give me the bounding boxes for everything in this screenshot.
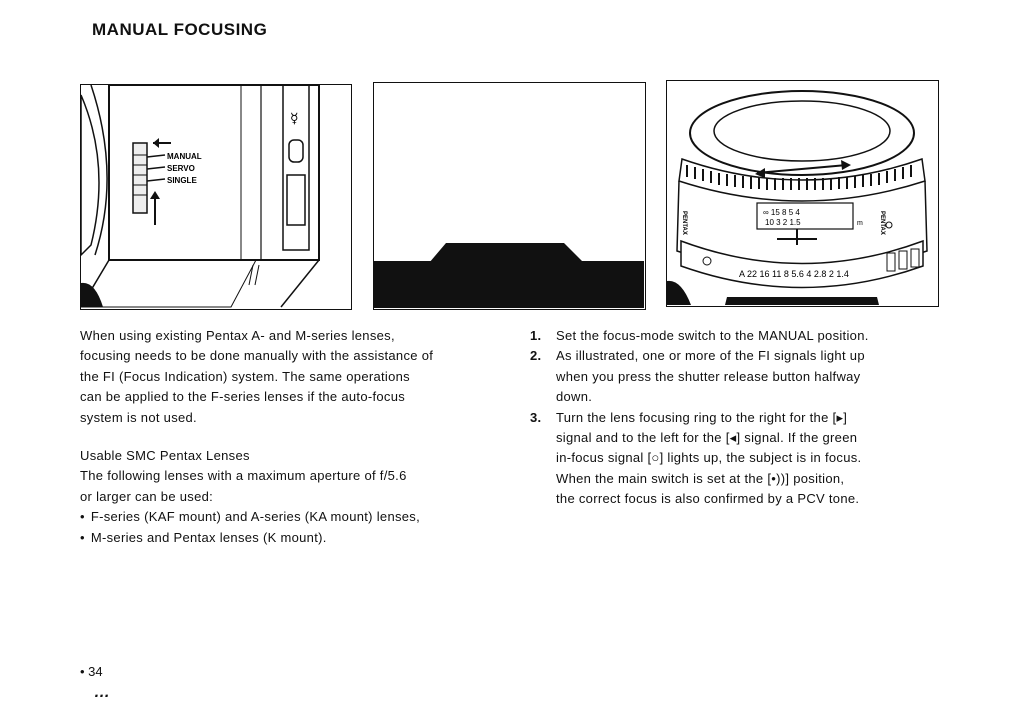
corner-mark: … <box>94 684 110 701</box>
step-line: Turn the lens focusing ring to the right for the [▸] <box>556 409 848 425</box>
svg-text:☿: ☿ <box>290 111 299 127</box>
usable-line: or larger can be used: <box>80 488 214 504</box>
switch-label-manual: MANUAL <box>167 152 202 161</box>
step-2 <box>530 346 950 407</box>
distance-scale-bottom: 10 3 2 1.5 <box>765 218 801 227</box>
intro-line: system is not used. <box>80 409 197 425</box>
lens-bullet: • F-series (KAF mount) and A-series (KA mount) lenses, <box>80 507 510 527</box>
step-1 <box>530 326 950 346</box>
intro-line: When using existing Pentax A- and M-series lenses, <box>80 328 395 343</box>
step-line: signal and to the left for the [◂] signal. If the green <box>556 430 858 446</box>
step-line: As illustrated, one or more of the FI signals light up <box>556 348 865 364</box>
step-line: down. <box>556 389 593 405</box>
brand-label-right: PENTAX <box>879 211 885 235</box>
aperture-scale: A 22 16 11 8 5.6 4 2.8 2 1.4 <box>739 269 849 279</box>
usable-line: The following lenses with a maximum aperture of f/5.6 <box>80 468 407 484</box>
brand-label-left: PENTAX <box>681 211 687 235</box>
step-3 <box>530 408 950 510</box>
step-line: in-focus signal [○] lights up, the subject is in focus. <box>556 450 862 466</box>
intro-line: can be applied to the F-series lenses if the auto-focus <box>80 389 406 405</box>
lens-bullet: • M-series and Pentax lenses (K mount). <box>80 528 510 548</box>
step-line: Set the focus-mode switch to the MANUAL position. <box>556 328 869 343</box>
step-number: 1. <box>530 328 542 343</box>
page-number: • 34 <box>80 664 103 679</box>
distance-unit: m <box>857 220 863 227</box>
page-title: MANUAL FOCUSING <box>92 20 268 39</box>
left-column-text <box>80 326 510 548</box>
step-number: 2. <box>530 348 542 364</box>
fi-signal-illustration <box>373 82 646 310</box>
lens-focusing-ring-illustration <box>666 80 939 307</box>
distance-scale-top: ∞ 15 8 5 4 <box>763 208 800 217</box>
step-number: 3. <box>530 409 542 425</box>
step-line: When the main switch is set at the [•))] position, <box>556 470 845 486</box>
intro-line: the FI (Focus Indication) system. The same operations <box>80 368 410 384</box>
step-line: the correct focus is also confirmed by a PCV tone. <box>556 491 860 507</box>
usable-lenses-heading: Usable SMC Pentax Lenses <box>80 448 250 464</box>
switch-label-servo: SERVO <box>167 164 195 173</box>
right-column-steps <box>530 326 950 510</box>
step-line: when you press the shutter release button halfway <box>556 368 861 384</box>
focus-mode-switch-illustration <box>80 84 352 310</box>
switch-label-single: SINGLE <box>167 176 197 185</box>
intro-line: focusing needs to be done manually with the assistance of <box>80 348 434 364</box>
